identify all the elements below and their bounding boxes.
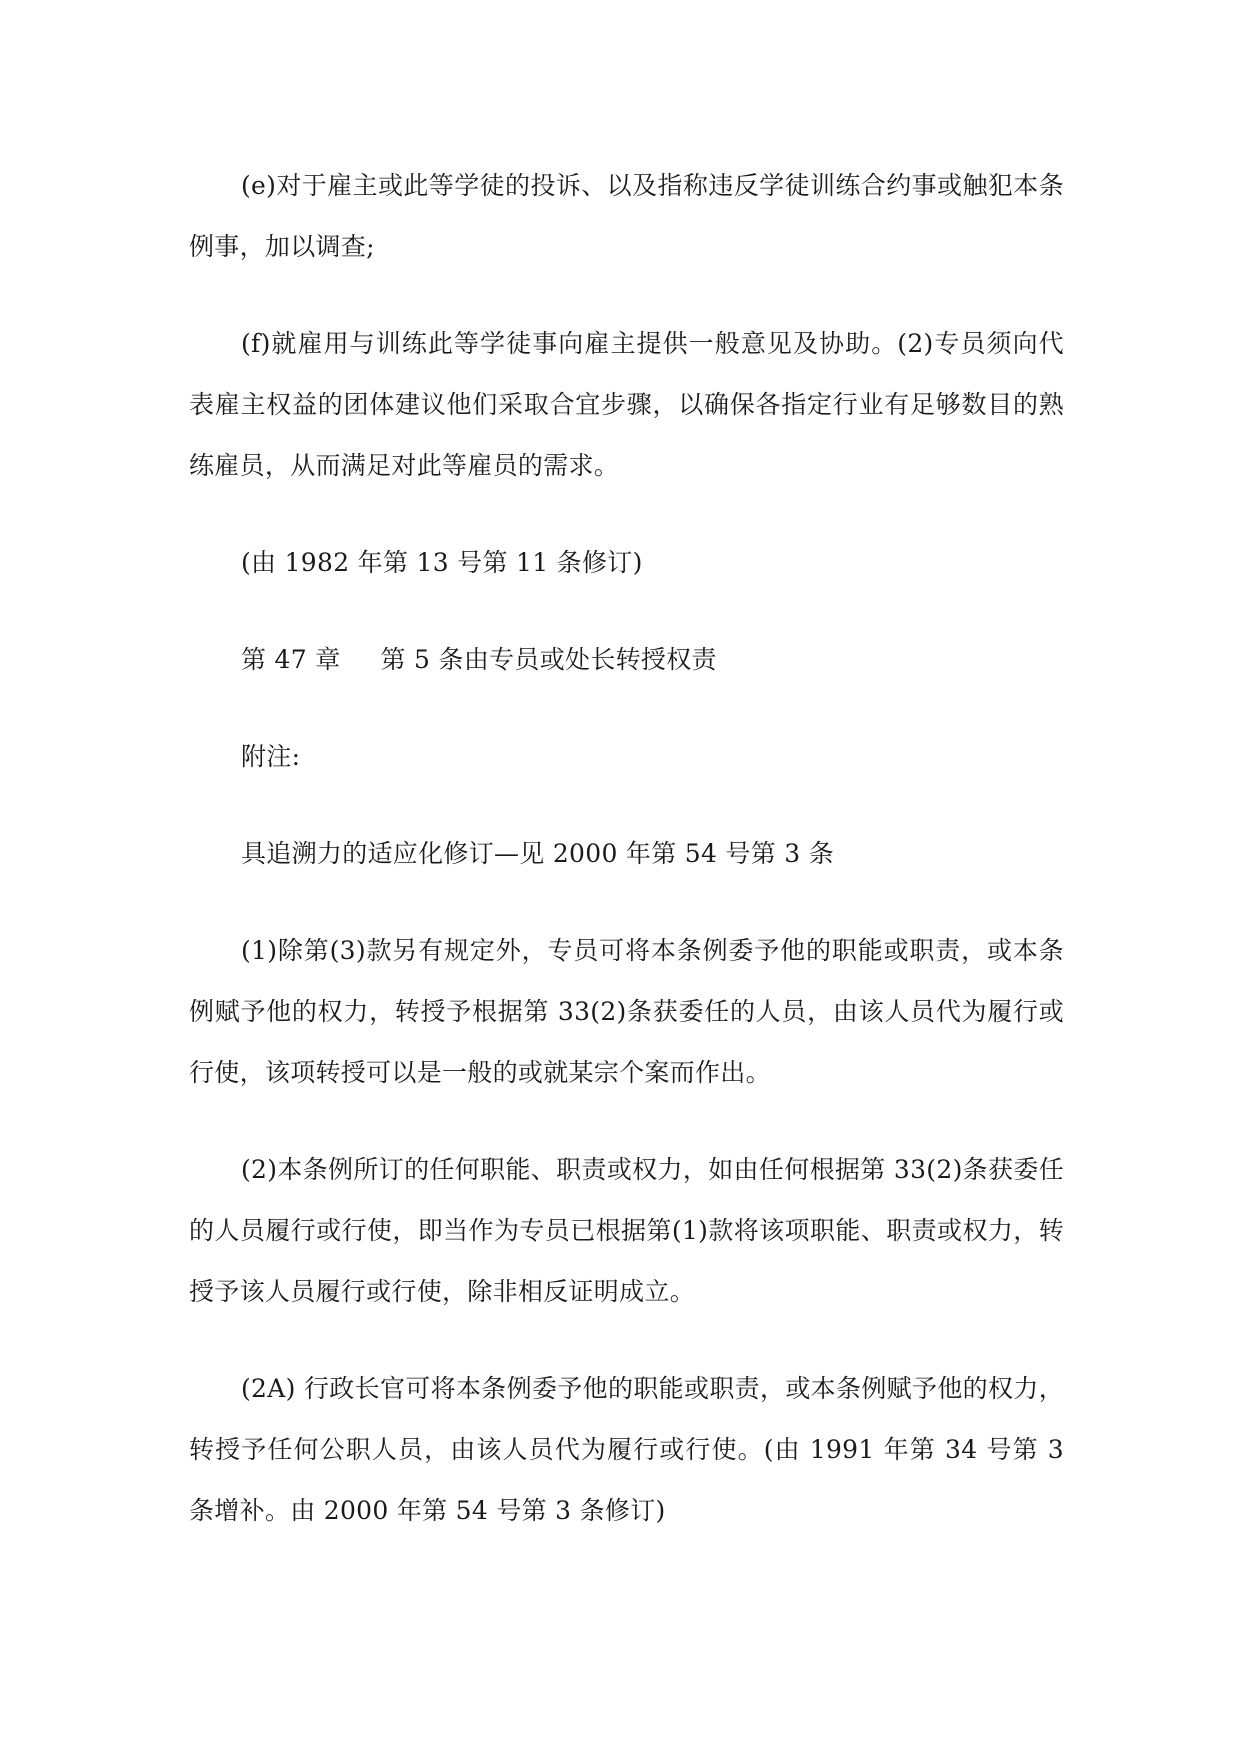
section-title: 第 5 条由专员或处长转授权责: [380, 645, 717, 674]
amendment-note-1982: (由 1982 年第 13 号第 11 条修订): [241, 548, 643, 577]
paragraph-f: (f)就雇用与训练此等学徒事向雇主提供一般意见及协助。(2)专员须向代表雇主权益的团体建议他们采取合宜步骤，以确保各指定行业有足够数目的熟练雇员，从而满足对此等雇员的需求。: [189, 329, 1064, 480]
document-page: [189, 155, 1064, 1541]
subsection-2a: (2A) 行政长官可将本条例委予他的职能或职责，或本条例赋予他的权力，转授予任何公职人员，由该人员代为履行或行使。(由 1991 年第 34 号第 3 条增补。由 2000 年第 54 号第 3 条修订): [189, 1374, 1064, 1525]
paragraph-e: (e)对于雇主或此等学徒的投诉、以及指称违反学徒训练合约事或触犯本条例事，加以调查;: [189, 171, 1064, 261]
chapter-number: 第 47 章: [241, 645, 341, 674]
note-label: 附注:: [241, 742, 301, 771]
retroactive-note: 具追溯力的适应化修订—见 2000 年第 54 号第 3 条: [241, 839, 835, 868]
subsection-1: (1)除第(3)款另有规定外，专员可将本条例委予他的职能或职责，或本条例赋予他的权力，转授予根据第 33(2)条获委任的人员，由该人员代为履行或行使，该项转授可以是一般的或就某宗个案而作出。: [189, 936, 1064, 1087]
section-heading: [189, 629, 1064, 690]
subsection-2: (2)本条例所订的任何职能、职责或权力，如由任何根据第 33(2)条获委任的人员履行或行使，即当作为专员已根据第(1)款将该项职能、职责或权力，转授予该人员履行或行使，除非相反证明成立。: [189, 1155, 1064, 1306]
